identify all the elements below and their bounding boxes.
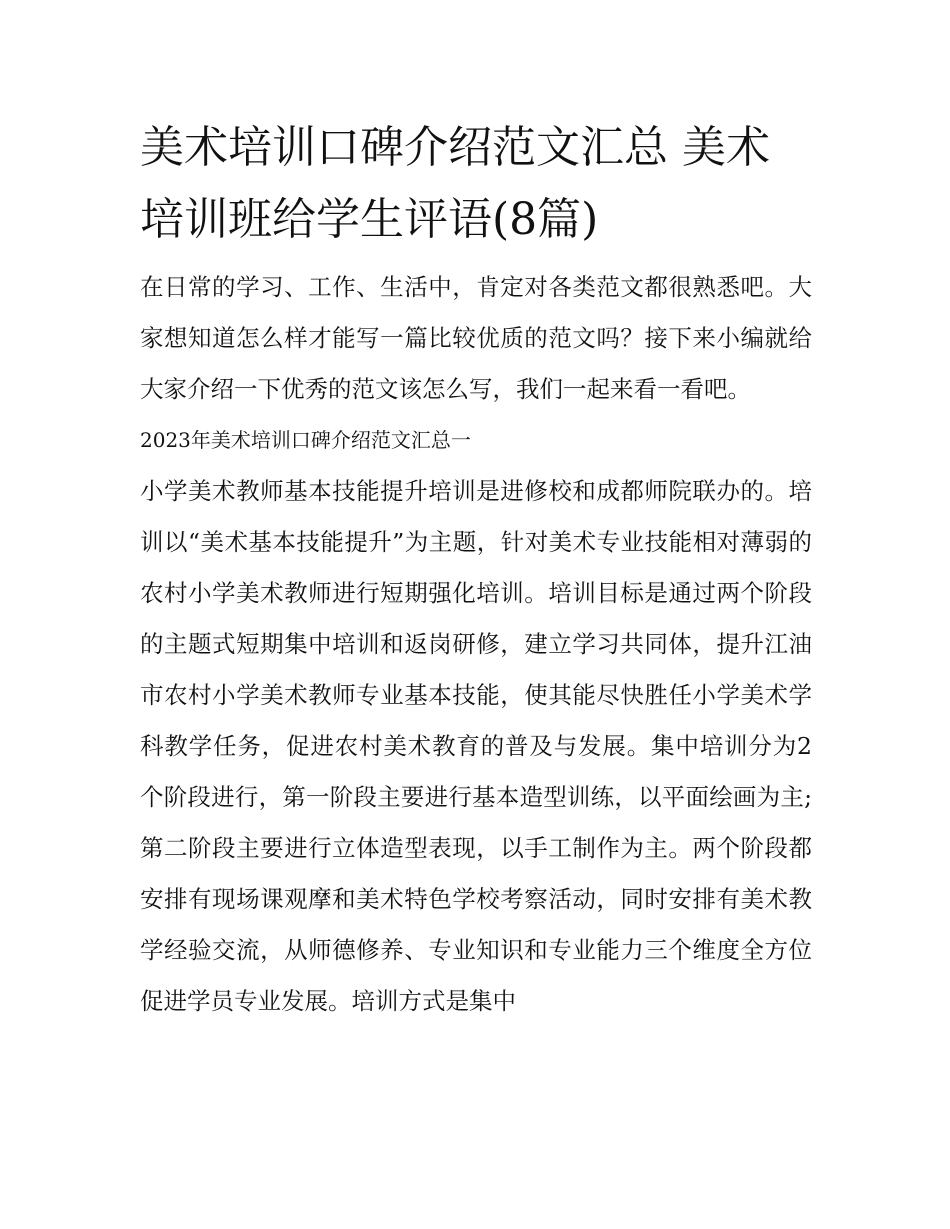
section-body-paragraph: 小学美术教师基本技能提升培训是进修校和成都师院联办的。培训以“美术基本技能提升”为主题，针对美术专业技能相对薄弱的农村小学美术教师进行短期强化培训。培训目标是通过两个阶段的主题式短期集中培训和返岗研修，建立学习共同体，提升江油市农村小学美术教师专业基本技能，使其能尽快胜任小学美术学科教学任务，促进农村美术教育的普及与发展。集中培训分为2个阶段进行，第一阶段主要进行基本造型训练，以平面绘画为主;第二阶段主要进行立体造型表现，以手工制作为主。两个阶段都安排有现场课观摩和美术特色学校考察活动，同时安排有美术教学经验交流，从师德修养、专业知识和专业能力三个维度全方位促进学员专业发展。培训方式是集中 [140, 477, 812, 1015]
intro-paragraph: 在日常的学习、工作、生活中，肯定对各类范文都很熟悉吧。大家想知道怎么样才能写一篇比较优质的范文吗？接下来小编就给大家介绍一下优秀的范文该怎么写，我们一起来看一看吧。 [140, 273, 812, 403]
document-content [140, 112, 812, 1027]
section-heading: 2023年美术培训口碑介绍范文汇总一 [140, 428, 471, 452]
document-title: 美术培训口碑介绍范文汇总 美术培训班给学生评语(8篇) [140, 122, 770, 245]
